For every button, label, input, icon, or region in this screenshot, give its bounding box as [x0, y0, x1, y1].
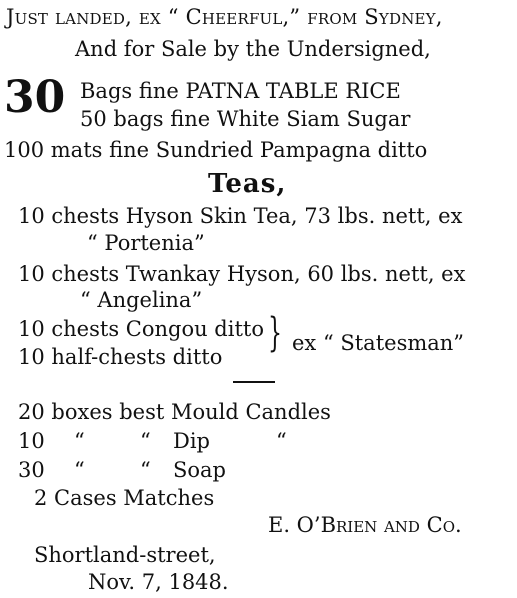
rice-quantity-number: 30: [4, 72, 66, 123]
pampagna-line: 100 mats fine Sundried Pampagna ditto: [4, 138, 428, 162]
candles-dip-qty: 10: [18, 429, 45, 453]
ditto-mark: “: [74, 458, 85, 482]
brace-symbol: }: [268, 310, 282, 356]
publication-date: Nov. 7, 1848.: [88, 570, 229, 594]
ditto-mark: “: [140, 429, 151, 453]
candles-dip-item: Dip: [173, 429, 210, 453]
matches-line: 2 Cases Matches: [34, 486, 215, 510]
ditto-mark: “: [74, 429, 85, 453]
ditto-mark: “: [276, 429, 287, 453]
sugar-line: 50 bags fine White Siam Sugar: [80, 107, 411, 131]
tea-item-half-chests: 10 half-chests ditto: [18, 345, 223, 369]
section-divider: [233, 381, 275, 383]
tea-item-hyson-skin: 10 chests Hyson Skin Tea, 73 lbs. nett, ex: [18, 204, 463, 228]
merchant-signature: E. O’Brien and Co.: [268, 513, 462, 537]
tea-item-congou: 10 chests Congou ditto: [18, 317, 264, 341]
rice-line: Bags fine PATNA TABLE RICE: [80, 79, 401, 103]
tea-item-twankay-ship: “ Angelina”: [80, 288, 203, 312]
soap-item: Soap: [173, 458, 226, 482]
header-sale-line: And for Sale by the Undersigned,: [75, 37, 431, 61]
statesman-ship-line: ex “ Statesman”: [292, 331, 465, 355]
candles-mould-line: 20 boxes best Mould Candles: [18, 400, 331, 424]
tea-item-twankay: 10 chests Twankay Hyson, 60 lbs. nett, ex: [18, 262, 466, 286]
street-address: Shortland-street,: [34, 543, 216, 567]
soap-qty: 30: [18, 458, 45, 482]
header-landed-line: Just landed, ex “ Cheerful,” from Sydney,: [6, 5, 443, 29]
teas-heading: Teas,: [208, 169, 287, 199]
ditto-mark: “: [140, 458, 151, 482]
tea-item-hyson-skin-ship: “ Portenia”: [87, 231, 205, 255]
